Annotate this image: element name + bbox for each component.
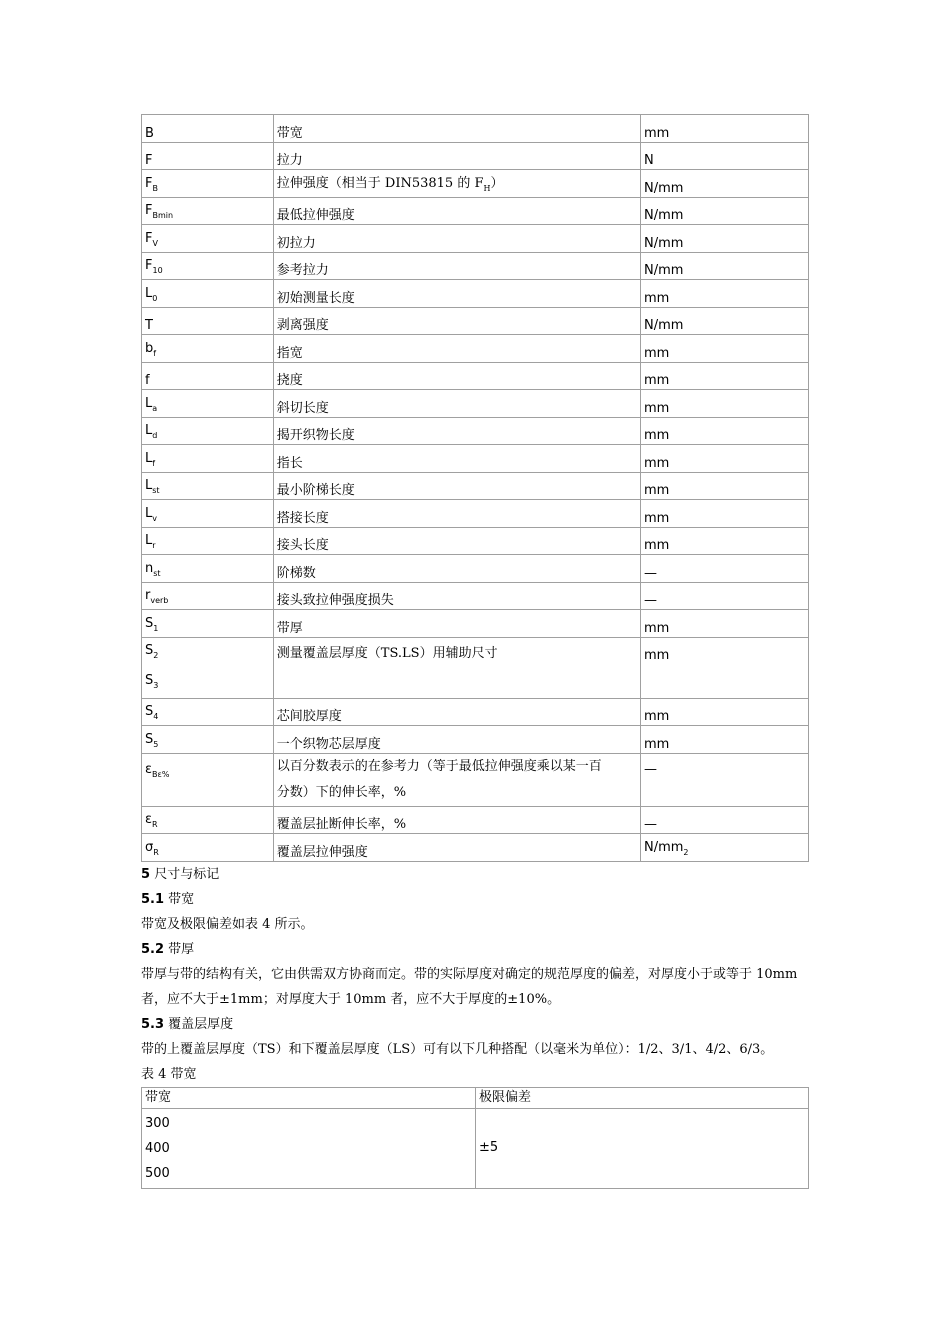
unit: mm: [643, 510, 670, 526]
unit: —: [643, 593, 657, 608]
symbol-subscript: f: [153, 348, 157, 358]
unit: mm: [643, 709, 670, 724]
unit-cell: [640, 197, 808, 225]
unit: mm: [643, 373, 670, 388]
document-page: [141, 114, 809, 1189]
table-row: [142, 115, 809, 143]
symbol-cell: [142, 698, 274, 726]
unit-cell: [640, 472, 808, 500]
symbol-subscript: 2: [153, 650, 159, 660]
description: 剥离强度: [276, 318, 329, 333]
symbol-subscript: 4: [153, 712, 159, 721]
description: 揭开织物长度: [276, 428, 355, 443]
description-cell: [273, 753, 640, 806]
unit: mm: [643, 483, 670, 498]
section-5-2-heading: 5.2 带厚: [141, 941, 195, 957]
unit-cell: [640, 170, 808, 198]
table-row: [142, 417, 809, 445]
unit-cell: [640, 280, 808, 308]
description: 指长: [276, 455, 303, 471]
description: 芯间胶厚度: [276, 709, 342, 724]
symbol-subscript: Bmin: [152, 211, 174, 220]
symbol-cell: [142, 527, 274, 555]
description: 指宽: [276, 345, 303, 361]
section-5-1-text: 带宽及极限偏差如表 4 所示。: [141, 916, 314, 932]
symbol-subscript: Bε%: [152, 769, 170, 779]
section-5-heading: 5 尺寸与标记: [141, 866, 220, 882]
symbol-subscript: R: [152, 820, 158, 829]
unit: mm: [643, 538, 670, 553]
description: 最低拉伸强度: [276, 208, 355, 223]
description-cell: [273, 115, 640, 143]
description-cell: [273, 527, 640, 555]
symbol-cell: [142, 335, 274, 363]
description-end: ）: [490, 175, 504, 191]
unit-cell: [640, 362, 808, 390]
symbol: ε: [145, 812, 153, 827]
unit: mm: [643, 400, 670, 416]
description: 一个织物芯层厚度: [276, 736, 381, 752]
section-5-3-text: 带的上覆盖层厚度（TS）和下覆盖层厚度（LS）可有以下几种搭配（以毫米为单位）：1/2、3/1、4/2、6/3。: [141, 1041, 774, 1057]
symbol-cell: [142, 582, 274, 610]
symbol-subscript: 5: [153, 739, 159, 749]
description: 最小阶梯长度: [276, 483, 355, 498]
table-row: [142, 225, 809, 253]
description: 接头长度: [276, 538, 329, 553]
table-cell-widths: [142, 1108, 476, 1188]
description-cell: [273, 726, 640, 754]
description-line: 以百分数表示的在参考力（等于最低拉伸强度乘以某一百: [276, 758, 602, 774]
symbol-cell: [142, 445, 274, 473]
symbol: L: [145, 533, 153, 548]
symbol-cell: [142, 197, 274, 225]
symbol-cell: [142, 555, 274, 583]
unit-cell: [640, 555, 808, 583]
symbol: f: [145, 373, 150, 388]
table-row: [142, 335, 809, 363]
symbol-cell: [142, 252, 274, 280]
unit: N/mm: [643, 263, 684, 278]
description-subscript: H: [483, 183, 491, 193]
table-row: [142, 307, 809, 335]
unit-cell: [640, 500, 808, 528]
symbol: ε: [145, 761, 153, 777]
description: 斜切长度: [276, 400, 329, 416]
unit: N/mm: [643, 839, 684, 855]
table-4-caption: 表 4 带宽: [141, 1066, 197, 1082]
symbol-subscript: st: [152, 486, 160, 495]
description-cell: [273, 335, 640, 363]
table-row: [142, 472, 809, 500]
unit: mm: [643, 736, 670, 752]
table-row: [142, 834, 809, 862]
symbol: L: [145, 395, 153, 411]
symbol-subscript: r: [152, 541, 156, 550]
unit-cell: mm: [640, 637, 808, 698]
unit-cell: [640, 115, 808, 143]
description-cell: [273, 170, 640, 198]
description-cell: [273, 472, 640, 500]
table-header-width: 带宽: [142, 1087, 476, 1108]
table-row: [142, 500, 809, 528]
symbol-cell: [142, 726, 274, 754]
unit: mm: [643, 428, 670, 443]
unit-cell: [640, 582, 808, 610]
table-row: [142, 610, 809, 638]
description-cell: [273, 610, 640, 638]
symbol: F: [145, 153, 153, 168]
unit-cell: [640, 335, 808, 363]
symbol: B: [145, 125, 154, 141]
unit: —: [643, 817, 657, 832]
unit: —: [643, 565, 657, 581]
description-cell: [273, 806, 640, 834]
symbol-cell: [142, 610, 274, 638]
symbol-subscript: st: [153, 568, 161, 578]
table-row: [142, 362, 809, 390]
unit-cell: [640, 307, 808, 335]
unit: mm: [643, 455, 670, 471]
description-cell: [273, 834, 640, 862]
section-5-3-heading: 5.3 覆盖层厚度: [141, 1016, 234, 1032]
table-row: [142, 806, 809, 834]
symbols-table: [141, 114, 809, 862]
symbol: S: [145, 642, 154, 658]
unit-cell: [640, 225, 808, 253]
table-row: [142, 390, 809, 418]
width-value: 500: [145, 1165, 170, 1181]
table-row: [142, 582, 809, 610]
table-row: [142, 637, 809, 698]
symbol: S: [145, 704, 154, 719]
table-row: [142, 555, 809, 583]
width-value: 400: [145, 1140, 170, 1156]
unit-cell: [640, 252, 808, 280]
description-cell: [273, 555, 640, 583]
symbol-subscript: f: [152, 458, 156, 468]
symbol: S: [145, 731, 154, 747]
unit-cell: [640, 142, 808, 170]
table-header-tolerance: 极限偏差: [476, 1087, 809, 1108]
description-cell: [273, 280, 640, 308]
description-cell: [273, 417, 640, 445]
symbol: L: [145, 505, 153, 521]
symbol-subscript: 3: [153, 680, 159, 690]
unit-cell: [640, 445, 808, 473]
unit-cell: [640, 834, 808, 862]
description-cell: [273, 698, 640, 726]
unit-cell: [640, 390, 808, 418]
symbol: S: [145, 615, 154, 631]
symbol-cell: [142, 225, 274, 253]
symbol-cell: [142, 753, 274, 806]
symbol: r: [145, 588, 151, 603]
symbol-cell: [142, 500, 274, 528]
unit: N/mm: [643, 180, 684, 196]
unit-cell: [640, 417, 808, 445]
table-row: [142, 197, 809, 225]
description-cell: [273, 197, 640, 225]
description-cell: [273, 307, 640, 335]
table-row: [142, 527, 809, 555]
unit: mm: [643, 620, 670, 636]
table-row: [142, 1087, 809, 1108]
unit: mm: [643, 125, 670, 141]
symbol: S: [145, 672, 154, 688]
description-cell: [273, 500, 640, 528]
table-row: [142, 698, 809, 726]
section-5-1-heading: 5.1 带宽: [141, 891, 195, 907]
symbol-cell: [142, 834, 274, 862]
symbol-cell: [142, 472, 274, 500]
description: 初始测量长度: [276, 290, 355, 306]
symbol-cell: [142, 142, 274, 170]
unit-cell: [640, 527, 808, 555]
symbol-cell: [142, 806, 274, 834]
section-5-2-text: 带厚与带的结构有关，它由供需双方协商而定。带的实际厚度对确定的规范厚度的偏差，对厚度小于或等于 10mm 者，应不大于±1mm；对厚度大于 10mm 者，应不大于厚度的±10%。: [141, 966, 798, 1007]
description-cell: [273, 582, 640, 610]
description: 初拉力: [276, 235, 316, 251]
description-cell: [273, 252, 640, 280]
width-value: 300: [145, 1115, 170, 1131]
table-row: [142, 1108, 809, 1188]
description: 拉伸强度（相当于 DIN53815 的 F: [276, 175, 484, 191]
description-cell: [273, 390, 640, 418]
symbol-cell: [142, 417, 274, 445]
unit-cell: [640, 698, 808, 726]
description: 覆盖层扯断伸长率，%: [276, 817, 407, 832]
description: 挠度: [276, 373, 303, 388]
unit: mm: [643, 290, 670, 306]
symbol: L: [145, 423, 153, 438]
symbol-subscript: B: [152, 183, 158, 193]
unit: mm: [643, 345, 670, 361]
symbol-cell: [142, 280, 274, 308]
unit-cell: —: [640, 753, 808, 806]
symbol: L: [145, 478, 153, 493]
description: 覆盖层拉伸强度: [276, 844, 368, 860]
symbol: F: [145, 203, 153, 218]
symbol: σ: [145, 839, 154, 855]
description-cell: 测量覆盖层厚度（TS.LS）用辅助尺寸: [273, 637, 640, 698]
description: 参考拉力: [276, 263, 329, 278]
symbol: n: [145, 560, 154, 576]
unit: N/mm: [643, 318, 684, 333]
symbol-subscript: 10: [152, 266, 163, 275]
unit: N: [643, 153, 654, 168]
symbol-cell: [142, 390, 274, 418]
unit: N/mm: [643, 208, 684, 223]
symbol-cell: [142, 637, 274, 698]
description: 搭接长度: [276, 510, 329, 526]
table-row: [142, 280, 809, 308]
symbol: F: [145, 258, 153, 273]
symbol-line: [145, 668, 270, 698]
symbol: b: [145, 340, 154, 356]
table-row: [142, 726, 809, 754]
symbol: T: [145, 318, 153, 333]
symbol-cell: [142, 362, 274, 390]
description-line: 分数）下的伸长率，%: [276, 784, 407, 800]
symbol-subscript: V: [152, 238, 158, 248]
unit: N/mm: [643, 235, 684, 251]
unit-cell: [640, 610, 808, 638]
unit-cell: [640, 726, 808, 754]
symbol-cell: [142, 307, 274, 335]
table-cell-tolerance: ±5: [476, 1108, 809, 1188]
description: 接头致拉伸强度损失: [276, 593, 394, 608]
table-row: [142, 142, 809, 170]
unit-subscript: 2: [683, 847, 689, 857]
unit-cell: [640, 806, 808, 834]
description-cell: [273, 225, 640, 253]
symbol-subscript: 1: [153, 623, 159, 633]
symbol: F: [145, 230, 153, 246]
description: 带厚: [276, 620, 303, 636]
description-cell: [273, 445, 640, 473]
symbol: L: [145, 285, 153, 301]
symbol-cell: [142, 170, 274, 198]
symbol-cell: [142, 115, 274, 143]
description: 阶梯数: [276, 565, 316, 581]
description: 带宽: [276, 125, 303, 141]
symbol: F: [145, 175, 153, 191]
description-cell: [273, 362, 640, 390]
description-cell: [273, 142, 640, 170]
symbol-subscript: v: [152, 513, 157, 523]
symbol-subscript: d: [152, 431, 158, 440]
symbol: L: [145, 450, 153, 466]
table-row: [142, 753, 809, 806]
symbol-line: [145, 638, 270, 668]
table-row: [142, 252, 809, 280]
symbol-subscript: a: [152, 403, 158, 413]
description: 拉力: [276, 153, 303, 168]
symbol-subscript: verb: [150, 596, 169, 605]
table-row: [142, 445, 809, 473]
table-4: [141, 1087, 809, 1189]
symbol-subscript: R: [153, 847, 159, 857]
symbol-subscript: 0: [152, 293, 158, 303]
table-row: [142, 170, 809, 198]
